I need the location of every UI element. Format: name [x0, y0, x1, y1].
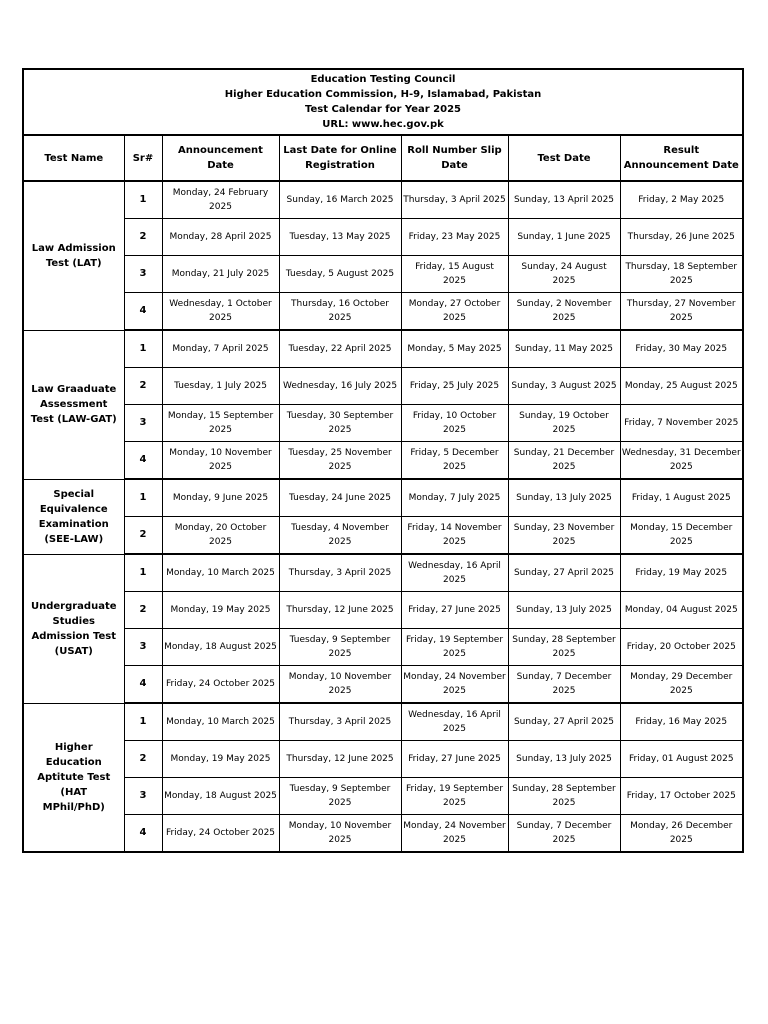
roll-slip-date-cell: Wednesday, 16 April 2025 — [401, 703, 508, 741]
test-date-cell: Sunday, 27 April 2025 — [508, 703, 620, 741]
roll-slip-date-cell: Friday, 27 June 2025 — [401, 592, 508, 629]
result-date-cell: Friday, 1 August 2025 — [620, 479, 743, 517]
table-row — [23, 741, 743, 778]
serial-cell: 2 — [124, 368, 162, 405]
test-date-cell: Sunday, 3 August 2025 — [508, 368, 620, 405]
announcement-date-cell: Friday, 24 October 2025 — [162, 666, 279, 704]
result-date-cell: Friday, 17 October 2025 — [620, 778, 743, 815]
test-date-cell: Sunday, 2 November 2025 — [508, 293, 620, 331]
col-serial: Sr# — [124, 135, 162, 181]
result-date-cell: Monday, 26 December 2025 — [620, 815, 743, 853]
serial-cell: 1 — [124, 330, 162, 368]
org-name: Education Testing Council — [310, 74, 456, 85]
last-date-cell: Thursday, 3 April 2025 — [279, 703, 401, 741]
test-name-cell: Higher Education Aptitute Test (HAT MPhil/PhD) — [23, 703, 124, 852]
serial-cell: 4 — [124, 293, 162, 331]
last-date-cell: Sunday, 16 March 2025 — [279, 181, 401, 219]
last-date-cell: Tuesday, 9 September 2025 — [279, 778, 401, 815]
test-date-cell: Sunday, 28 September 2025 — [508, 629, 620, 666]
serial-cell: 2 — [124, 592, 162, 629]
test-date-cell: Sunday, 11 May 2025 — [508, 330, 620, 368]
last-date-cell: Tuesday, 5 August 2025 — [279, 256, 401, 293]
website-url: URL: www.hec.gov.pk — [322, 119, 444, 130]
last-date-cell: Wednesday, 16 July 2025 — [279, 368, 401, 405]
result-date-cell: Thursday, 26 June 2025 — [620, 219, 743, 256]
announcement-date-cell: Monday, 10 March 2025 — [162, 554, 279, 592]
test-name-cell: Law Admission Test (LAT) — [23, 181, 124, 330]
roll-slip-date-cell: Monday, 24 November 2025 — [401, 815, 508, 853]
announcement-date-cell: Wednesday, 1 October 2025 — [162, 293, 279, 331]
serial-cell: 3 — [124, 778, 162, 815]
table-row — [23, 592, 743, 629]
result-date-cell: Friday, 30 May 2025 — [620, 330, 743, 368]
serial-cell: 2 — [124, 741, 162, 778]
result-date-cell: Friday, 2 May 2025 — [620, 181, 743, 219]
test-date-cell: Sunday, 21 December 2025 — [508, 442, 620, 480]
document-header — [23, 69, 743, 135]
announcement-date-cell: Monday, 21 July 2025 — [162, 256, 279, 293]
announcement-date-cell: Monday, 10 March 2025 — [162, 703, 279, 741]
serial-cell: 2 — [124, 517, 162, 555]
serial-cell: 4 — [124, 442, 162, 480]
result-date-cell: Wednesday, 31 December 2025 — [620, 442, 743, 480]
result-date-cell: Friday, 7 November 2025 — [620, 405, 743, 442]
table-row — [23, 778, 743, 815]
last-date-cell: Thursday, 16 October 2025 — [279, 293, 401, 331]
calendar-title: Test Calendar for Year 2025 — [305, 104, 461, 115]
announcement-date-cell: Monday, 18 August 2025 — [162, 629, 279, 666]
result-date-cell: Friday, 20 October 2025 — [620, 629, 743, 666]
col-last-date-registration: Last Date for Online Registration — [279, 135, 401, 181]
roll-slip-date-cell: Friday, 25 July 2025 — [401, 368, 508, 405]
roll-slip-date-cell: Friday, 23 May 2025 — [401, 219, 508, 256]
result-date-cell: Thursday, 27 November 2025 — [620, 293, 743, 331]
roll-slip-date-cell: Friday, 27 June 2025 — [401, 741, 508, 778]
table-row — [23, 554, 743, 592]
test-date-cell: Sunday, 28 September 2025 — [508, 778, 620, 815]
col-test-name: Test Name — [23, 135, 124, 181]
announcement-date-cell: Monday, 10 November 2025 — [162, 442, 279, 480]
announcement-date-cell: Monday, 18 August 2025 — [162, 778, 279, 815]
roll-slip-date-cell: Friday, 19 September 2025 — [401, 629, 508, 666]
table-row — [23, 517, 743, 555]
result-date-cell: Friday, 01 August 2025 — [620, 741, 743, 778]
last-date-cell: Tuesday, 13 May 2025 — [279, 219, 401, 256]
roll-slip-date-cell: Thursday, 3 April 2025 — [401, 181, 508, 219]
roll-slip-date-cell: Friday, 10 October 2025 — [401, 405, 508, 442]
test-date-cell: Sunday, 24 August 2025 — [508, 256, 620, 293]
result-date-cell: Friday, 19 May 2025 — [620, 554, 743, 592]
test-name-cell: Law Graaduate Assessment Test (LAW-GAT) — [23, 330, 124, 479]
result-date-cell: Monday, 15 December 2025 — [620, 517, 743, 555]
col-roll-number-slip-date: Roll Number Slip Date — [401, 135, 508, 181]
roll-slip-date-cell: Friday, 14 November 2025 — [401, 517, 508, 555]
last-date-cell: Tuesday, 25 November 2025 — [279, 442, 401, 480]
roll-slip-date-cell: Monday, 7 July 2025 — [401, 479, 508, 517]
announcement-date-cell: Monday, 7 April 2025 — [162, 330, 279, 368]
roll-slip-date-cell: Monday, 5 May 2025 — [401, 330, 508, 368]
table-row — [23, 629, 743, 666]
table-row — [23, 405, 743, 442]
serial-cell: 4 — [124, 666, 162, 704]
roll-slip-date-cell: Friday, 19 September 2025 — [401, 778, 508, 815]
roll-slip-date-cell: Monday, 27 October 2025 — [401, 293, 508, 331]
last-date-cell: Monday, 10 November 2025 — [279, 815, 401, 853]
result-date-cell: Monday, 04 August 2025 — [620, 592, 743, 629]
announcement-date-cell: Monday, 24 February 2025 — [162, 181, 279, 219]
last-date-cell: Tuesday, 24 June 2025 — [279, 479, 401, 517]
col-test-date: Test Date — [508, 135, 620, 181]
last-date-cell: Thursday, 12 June 2025 — [279, 741, 401, 778]
test-calendar-table — [22, 68, 744, 853]
announcement-date-cell: Tuesday, 1 July 2025 — [162, 368, 279, 405]
commission-address: Higher Education Commission, H-9, Islamabad, Pakistan — [224, 89, 542, 100]
test-date-cell: Sunday, 13 July 2025 — [508, 741, 620, 778]
test-date-cell: Sunday, 23 November 2025 — [508, 517, 620, 555]
test-date-cell: Sunday, 7 December 2025 — [508, 666, 620, 704]
test-name-cell: Special Equivalence Examination (SEE-LAW) — [23, 479, 124, 554]
table-row — [23, 666, 743, 704]
serial-cell: 3 — [124, 405, 162, 442]
table-row — [23, 442, 743, 480]
serial-cell: 1 — [124, 479, 162, 517]
roll-slip-date-cell: Friday, 15 August 2025 — [401, 256, 508, 293]
test-date-cell: Sunday, 19 October 2025 — [508, 405, 620, 442]
table-row — [23, 293, 743, 331]
test-name-cell: Undergraduate Studies Admission Test (USAT) — [23, 554, 124, 703]
table-row — [23, 479, 743, 517]
serial-cell: 1 — [124, 703, 162, 741]
table-row — [23, 181, 743, 219]
announcement-date-cell: Monday, 19 May 2025 — [162, 741, 279, 778]
last-date-cell: Thursday, 12 June 2025 — [279, 592, 401, 629]
table-row — [23, 219, 743, 256]
roll-slip-date-cell: Friday, 5 December 2025 — [401, 442, 508, 480]
announcement-date-cell: Monday, 20 October 2025 — [162, 517, 279, 555]
last-date-cell: Thursday, 3 April 2025 — [279, 554, 401, 592]
table-row — [23, 368, 743, 405]
announcement-date-cell: Monday, 15 September 2025 — [162, 405, 279, 442]
roll-slip-date-cell: Wednesday, 16 April 2025 — [401, 554, 508, 592]
col-announcement-date: Announcement Date — [162, 135, 279, 181]
test-date-cell: Sunday, 13 July 2025 — [508, 592, 620, 629]
announcement-date-cell: Monday, 19 May 2025 — [162, 592, 279, 629]
test-date-cell: Sunday, 7 December 2025 — [508, 815, 620, 853]
test-date-cell: Sunday, 13 April 2025 — [508, 181, 620, 219]
last-date-cell: Tuesday, 9 September 2025 — [279, 629, 401, 666]
col-result-announcement-date: Result Announcement Date — [620, 135, 743, 181]
column-header-row — [23, 135, 743, 181]
test-date-cell: Sunday, 27 April 2025 — [508, 554, 620, 592]
serial-cell: 3 — [124, 256, 162, 293]
table-row — [23, 330, 743, 368]
announcement-date-cell: Monday, 28 April 2025 — [162, 219, 279, 256]
serial-cell: 3 — [124, 629, 162, 666]
table-row — [23, 703, 743, 741]
result-date-cell: Friday, 16 May 2025 — [620, 703, 743, 741]
table-row — [23, 256, 743, 293]
table-row — [23, 815, 743, 853]
last-date-cell: Tuesday, 30 September 2025 — [279, 405, 401, 442]
test-calendar-document — [22, 68, 742, 853]
last-date-cell: Monday, 10 November 2025 — [279, 666, 401, 704]
announcement-date-cell: Friday, 24 October 2025 — [162, 815, 279, 853]
last-date-cell: Tuesday, 4 November 2025 — [279, 517, 401, 555]
last-date-cell: Tuesday, 22 April 2025 — [279, 330, 401, 368]
serial-cell: 2 — [124, 219, 162, 256]
serial-cell: 1 — [124, 554, 162, 592]
serial-cell: 1 — [124, 181, 162, 219]
test-date-cell: Sunday, 13 July 2025 — [508, 479, 620, 517]
result-date-cell: Thursday, 18 September 2025 — [620, 256, 743, 293]
serial-cell: 4 — [124, 815, 162, 853]
result-date-cell: Monday, 25 August 2025 — [620, 368, 743, 405]
announcement-date-cell: Monday, 9 June 2025 — [162, 479, 279, 517]
roll-slip-date-cell: Monday, 24 November 2025 — [401, 666, 508, 704]
test-date-cell: Sunday, 1 June 2025 — [508, 219, 620, 256]
result-date-cell: Monday, 29 December 2025 — [620, 666, 743, 704]
